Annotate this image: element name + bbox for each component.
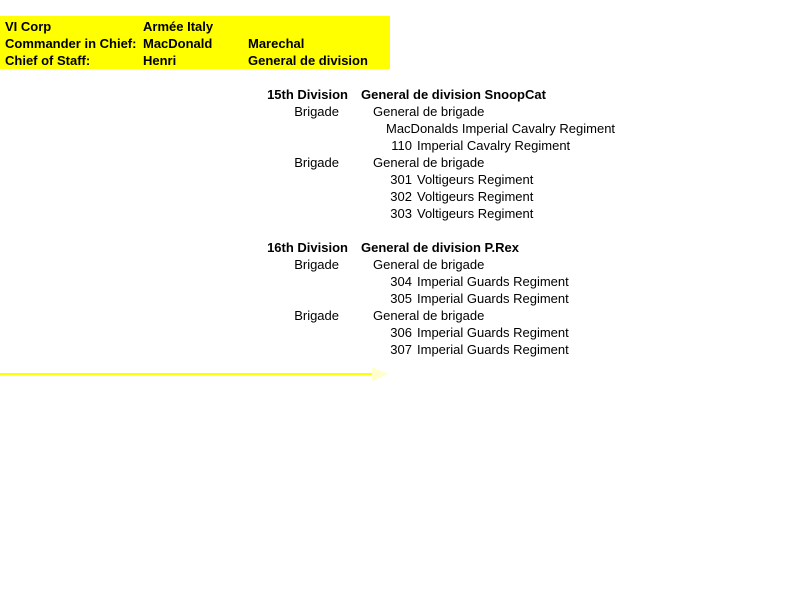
division-commander: General de division P.Rex bbox=[361, 240, 519, 255]
regiment-number: 304 bbox=[390, 274, 412, 289]
division-row bbox=[0, 86, 800, 103]
regiment-row bbox=[0, 273, 800, 290]
corps-header bbox=[0, 16, 390, 69]
brigade-row bbox=[0, 103, 800, 120]
commander-label: Commander in Chief: bbox=[5, 36, 137, 51]
regiment-name: Voltigeurs Regiment bbox=[417, 206, 534, 221]
regiment-row bbox=[0, 137, 800, 154]
brigade-commander: General de brigade bbox=[373, 104, 485, 119]
corps-header-row-1 bbox=[0, 18, 390, 35]
divider-line bbox=[0, 373, 372, 375]
regiment-row bbox=[0, 171, 800, 188]
corps-header-row-3 bbox=[0, 52, 390, 69]
regiment-number: 306 bbox=[390, 325, 412, 340]
commander-name: MacDonald bbox=[143, 36, 213, 51]
brigade-label: Brigade bbox=[294, 257, 339, 272]
division-name: 15th Division bbox=[267, 87, 348, 102]
regiment-name: Imperial Guards Regiment bbox=[417, 325, 569, 340]
brigade-label: Brigade bbox=[294, 104, 339, 119]
regiment-row bbox=[0, 120, 800, 137]
army-name: Armée Italy bbox=[143, 19, 214, 34]
brigade-row bbox=[0, 256, 800, 273]
regiment-row bbox=[0, 290, 800, 307]
regiment-name: Imperial Guards Regiment bbox=[417, 274, 569, 289]
regiment-number: 305 bbox=[390, 291, 412, 306]
regiment-name: MacDonalds Imperial Cavalry Regiment bbox=[386, 121, 616, 136]
regiment-number: 301 bbox=[390, 172, 412, 187]
corps-name: VI Corp bbox=[5, 19, 52, 34]
brigade-commander: General de brigade bbox=[373, 257, 485, 272]
regiment-number: 307 bbox=[390, 342, 412, 357]
regiment-number: 302 bbox=[390, 189, 412, 204]
divider-arrow-tip-icon bbox=[372, 367, 388, 381]
regiment-name: Imperial Cavalry Regiment bbox=[417, 138, 571, 153]
regiment-row bbox=[0, 188, 800, 205]
regiment-number: 110 bbox=[391, 138, 412, 153]
regiment-name: Imperial Guards Regiment bbox=[417, 291, 569, 306]
regiment-row bbox=[0, 205, 800, 222]
chief-of-staff-name: Henri bbox=[143, 53, 177, 68]
regiment-row bbox=[0, 324, 800, 341]
division-name: 16th Division bbox=[267, 240, 348, 255]
brigade-label: Brigade bbox=[294, 308, 339, 323]
division-commander: General de division SnoopCat bbox=[361, 87, 546, 102]
brigade-commander: General de brigade bbox=[373, 155, 485, 170]
regiment-name: Voltigeurs Regiment bbox=[417, 172, 534, 187]
brigade-commander: General de brigade bbox=[373, 308, 485, 323]
chief-of-staff-rank: General de division bbox=[248, 53, 368, 68]
brigade-row bbox=[0, 154, 800, 171]
regiment-row bbox=[0, 341, 800, 358]
brigade-row bbox=[0, 307, 800, 324]
brigade-label: Brigade bbox=[294, 155, 339, 170]
division-row bbox=[0, 239, 800, 256]
regiment-name: Imperial Guards Regiment bbox=[417, 342, 569, 357]
corps-header-row-2 bbox=[0, 35, 390, 52]
regiment-number: 303 bbox=[390, 206, 412, 221]
commander-rank: Marechal bbox=[248, 36, 305, 51]
regiment-name: Voltigeurs Regiment bbox=[417, 189, 534, 204]
chief-of-staff-label: Chief of Staff: bbox=[5, 53, 91, 68]
